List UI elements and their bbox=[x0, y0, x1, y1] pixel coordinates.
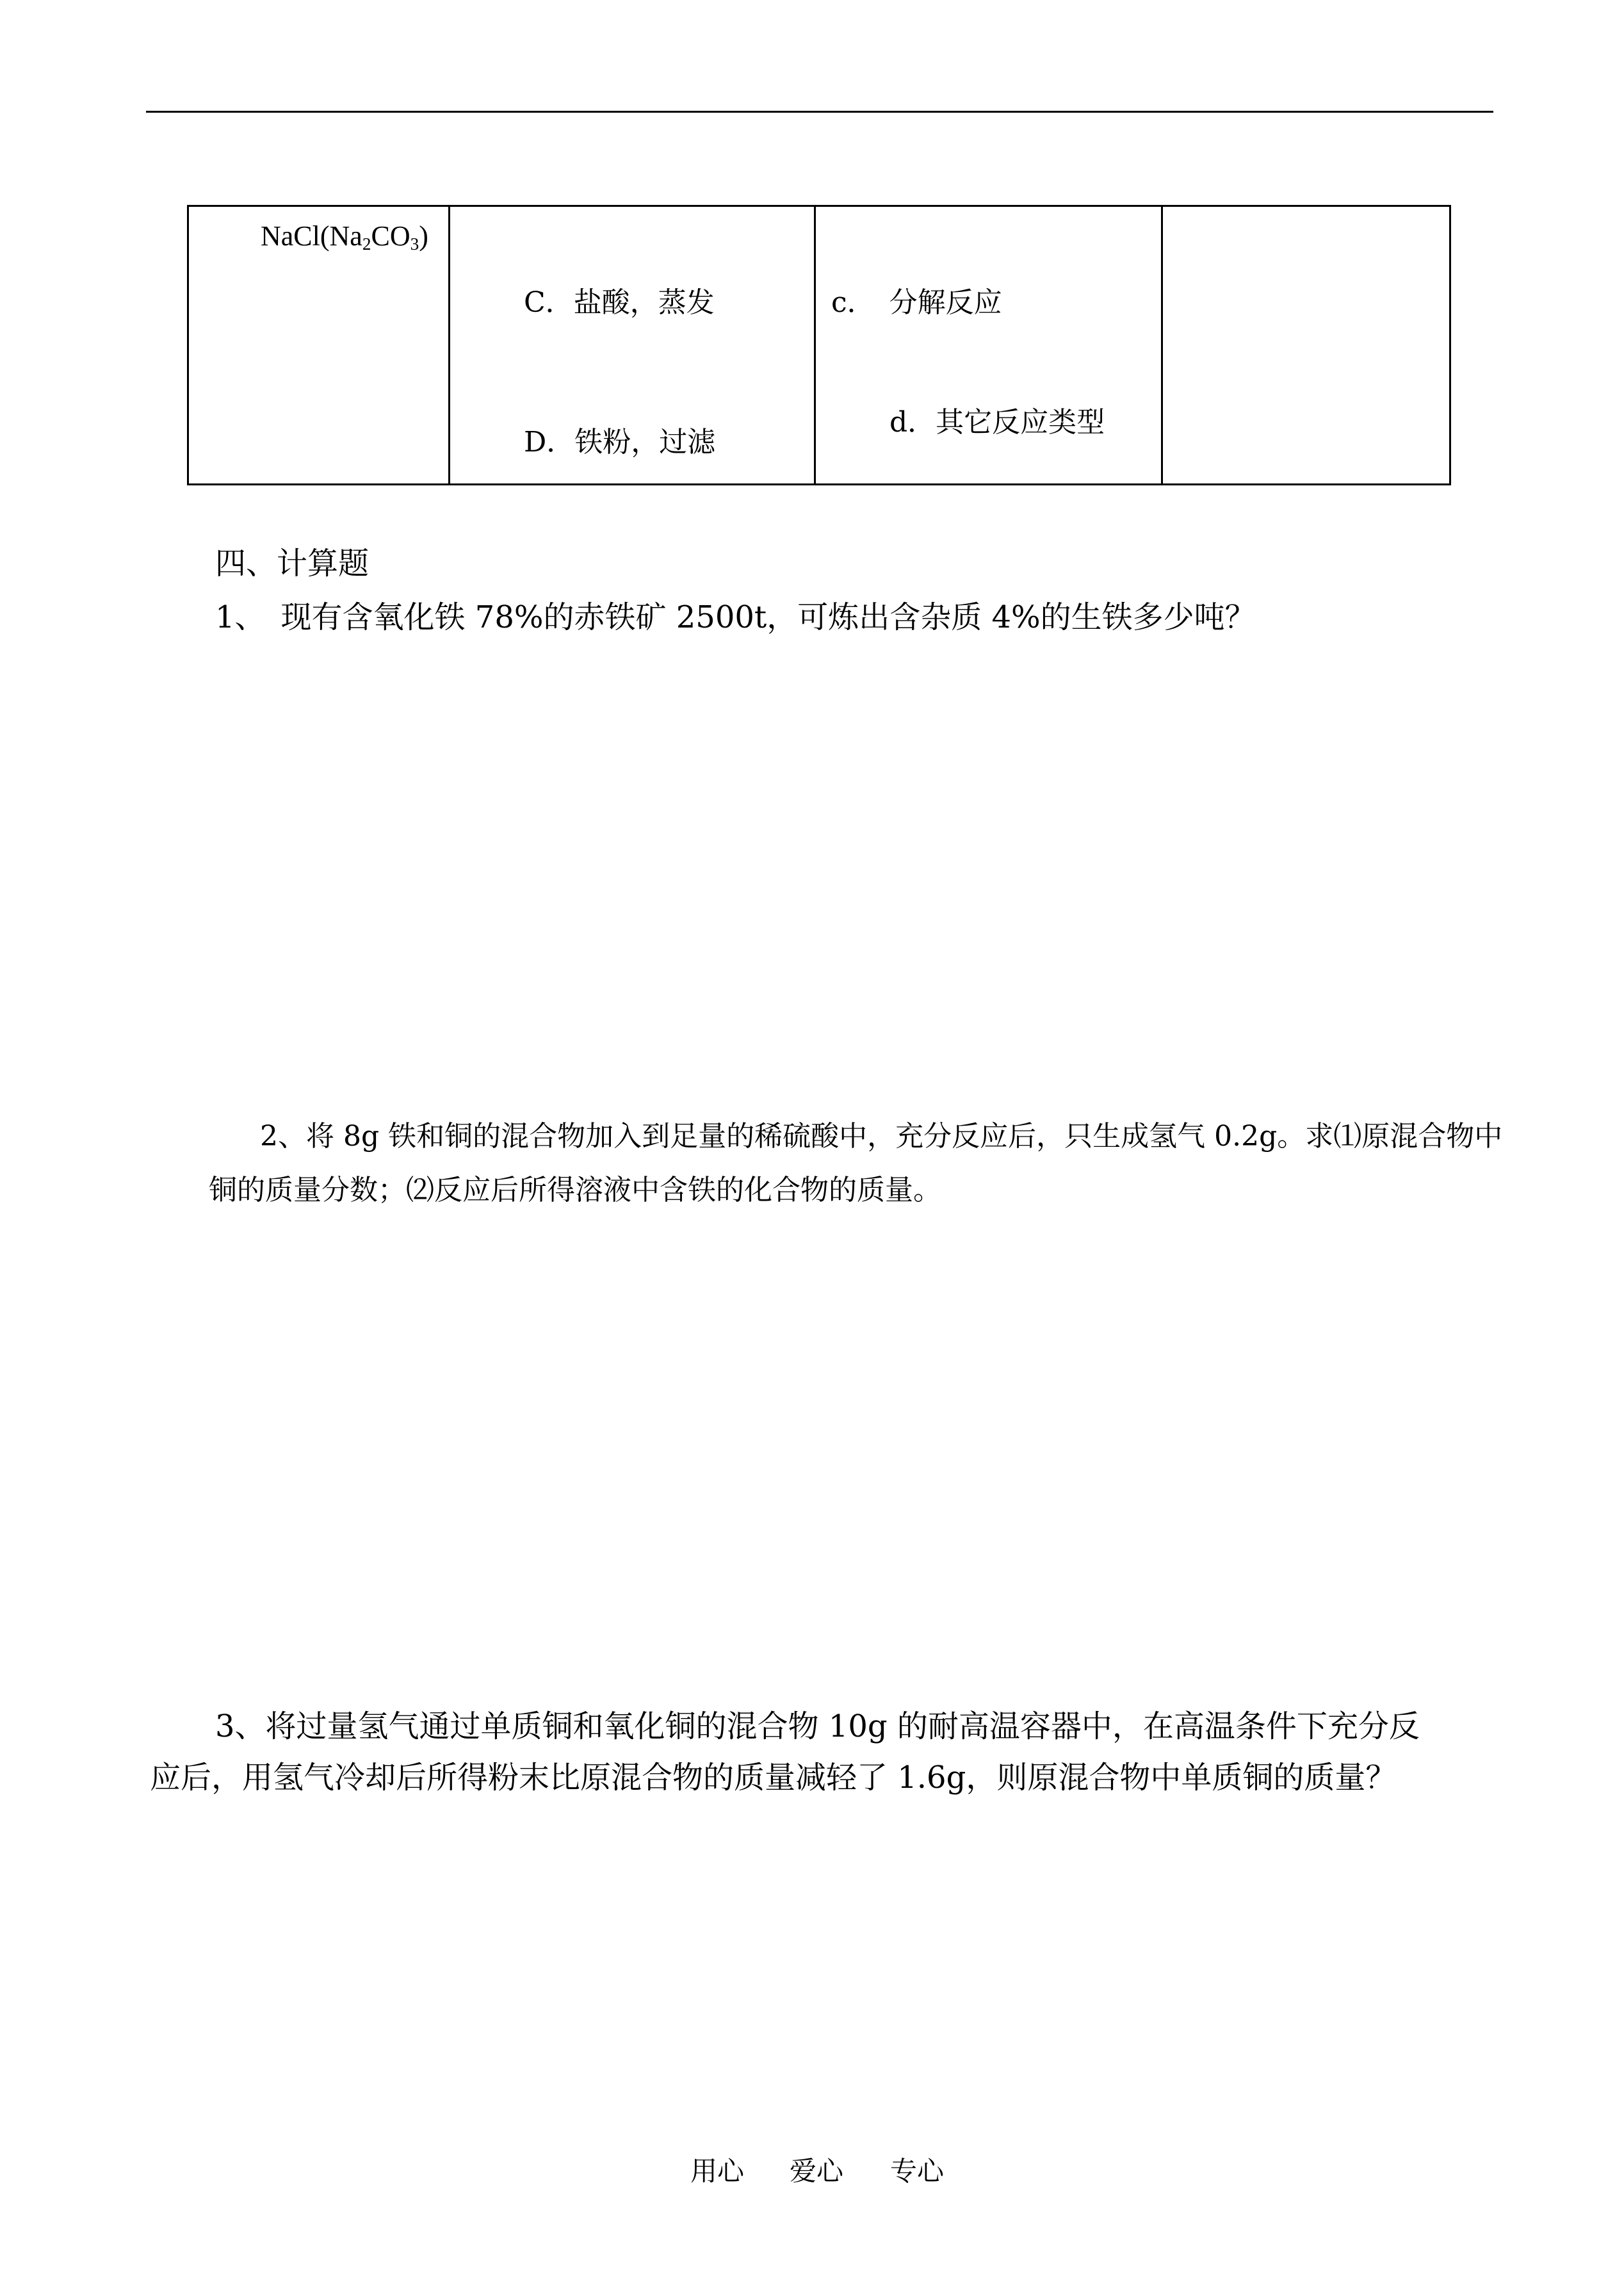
question-2-line-2: 铜的质量分数；⑵反应后所得溶液中含铁的化合物的质量。 bbox=[209, 1174, 941, 1206]
table-divider bbox=[448, 207, 450, 483]
option-c-reaction: c． 分解反应 bbox=[831, 286, 1002, 319]
option-d-reagent: D．铁粉，过滤 bbox=[524, 426, 716, 458]
option-d-reaction: d．其它反应类型 bbox=[889, 406, 1105, 439]
section-title: 四、计算题 bbox=[215, 546, 369, 581]
exercise-table bbox=[187, 205, 1451, 485]
question-3-line-1: 3、将过量氢气通过单质铜和氧化铜的混合物 10g 的耐高温容器中，在高温条件下充分反 bbox=[215, 1708, 1420, 1744]
formula-nacl-na2co3: $NaCl(Na_2CO_3)$ bbox=[261, 220, 428, 254]
question-1: 1、 现有含氧化铁 78%的赤铁矿 2500t，可炼出含杂质 4%的生铁多少吨？ bbox=[215, 599, 1256, 635]
footer-item: 用心 bbox=[690, 2155, 745, 2187]
footer-item: 爱心 bbox=[790, 2155, 844, 2187]
table-divider bbox=[1161, 207, 1163, 483]
question-3-line-2: 应后，用氢气冷却后所得粉末比原混合物的质量减轻了 1.6g，则原混合物中单质铜的质量？ bbox=[150, 1760, 1397, 1796]
question-2-line-1: 2、将 8g 铁和铜的混合物加入到足量的稀硫酸中，充分反应后，只生成氢气 0.2g。求⑴原混合物中 bbox=[260, 1120, 1503, 1153]
table-divider bbox=[814, 207, 816, 483]
header-rule bbox=[146, 111, 1493, 113]
footer-item: 专心 bbox=[890, 2155, 945, 2187]
option-c-reagent: C．盐酸，蒸发 bbox=[524, 286, 715, 319]
